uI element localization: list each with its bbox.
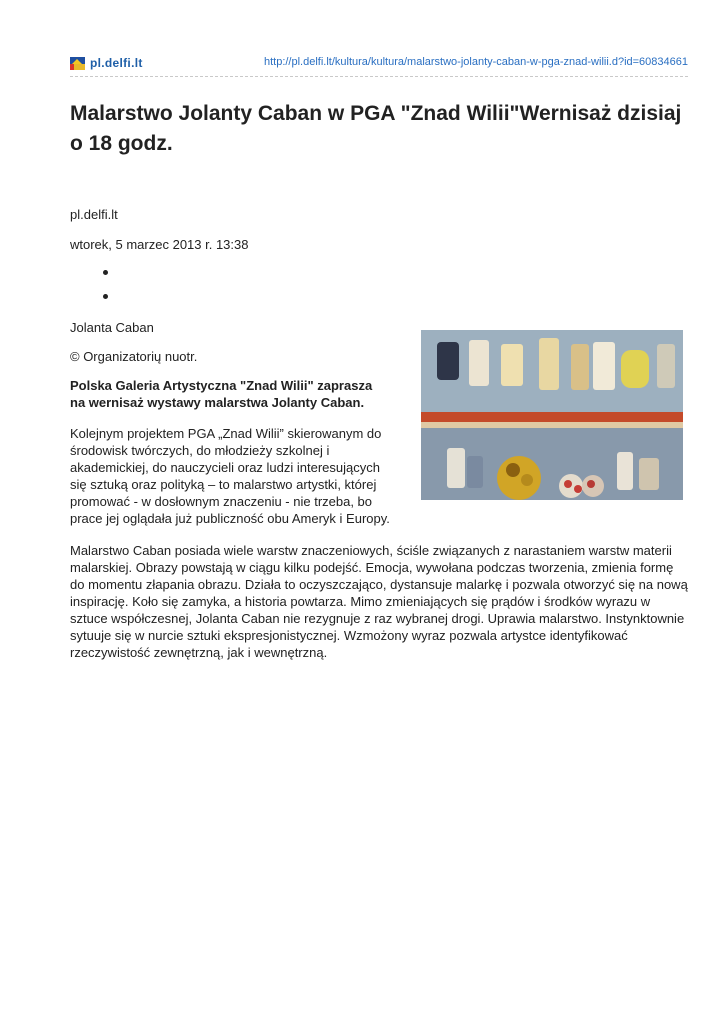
article-date: wtorek, 5 marzec 2013 r. 13:38	[70, 237, 249, 252]
site-name-link[interactable]: pl.delfi.lt	[90, 56, 143, 70]
delfi-logo-icon	[70, 57, 85, 70]
painting-image	[421, 330, 683, 500]
article-source: pl.delfi.lt	[70, 207, 118, 222]
header-divider	[70, 76, 688, 77]
article-lead: Polska Galeria Artystyczna "Znad Wilii" zaprasza na wernisaż wystawy malarstwa Jolanty Caban.	[70, 378, 373, 410]
bullet-icon	[103, 270, 108, 275]
source-url-link[interactable]: http://pl.delfi.lt/kultura/kultura/malarstwo-jolanty-caban-w-pga-znad-wilii.d?id=60834661	[263, 56, 688, 68]
image-caption-author: Jolanta Caban	[70, 320, 154, 335]
bullet-icon	[103, 294, 108, 299]
article-paragraph-1: Kolejnym projektem PGA „Znad Wilii” skierowanym do środowisk twórczych, do młodzieży szkolnej i akademickiej, do nauczycieli oraz ludzi interesujących się sztuką oraz polityką – to malarstwo artystki, której promować - w dosłownym znaczeniu - nie trzeba, bo prace jej oglądała już publiczność obu Ameryk i Europy.	[70, 426, 390, 526]
page-header	[70, 55, 688, 75]
article-paragraph-2: Malarstwo Caban posiada wiele warstw znaczeniowych, ściśle związanych z narastaniem warstw materii malarskiej. Obrazy powstają w ciągu kilku podejść. Emocja, wywołana podczas tworzenia, zmienia formę do momentu złapania obrazu. Działa to oczyszczająco, dystansuje malarkę i pozwala otworzyć się na nową inspirację. Koło się zamyka, a historia powtarza. Mimo zmieniających się prądów i środków wyrazu w sztuce współczesnej, Jolanta Caban nie rezygnuje z raz wybranej drogi. Uprawia malarstwo. Instynktownie sytuuje się w nurcie sztuki ekspresjonistycznej. Wzmożony wyraz pozwala artystce identyfikować rzeczywistość zewnętrzną, jak i wewnętrzną.	[70, 543, 688, 660]
article-title: Malarstwo Jolanty Caban w PGA "Znad Wilii"Wernisaż dzisiaj o 18 godz.	[70, 102, 682, 155]
image-caption-credit: © Organizatorių nuotr.	[70, 349, 198, 364]
